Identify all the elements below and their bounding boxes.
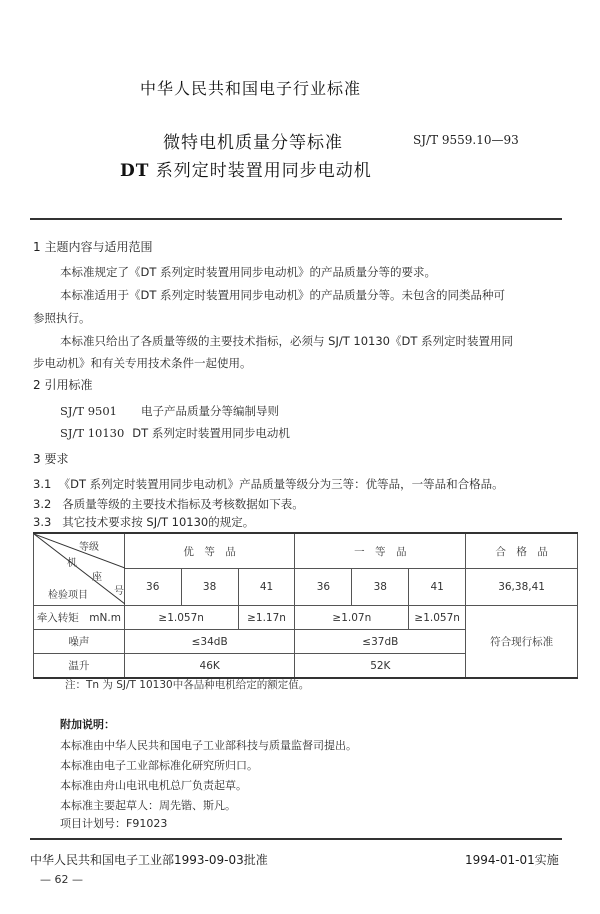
- requirement-3-3: [33, 514, 254, 530]
- inspection-item-label: 检验项目: [48, 590, 88, 601]
- reference-2: [60, 425, 290, 441]
- grade-first: 一 等 品: [295, 533, 466, 569]
- section-1-para-2: 本标准适用于《DT 系列定时装置用同步电动机》的产品质量分等。未包含的同类品种可: [60, 288, 506, 302]
- grade-label: 等级: [79, 542, 99, 553]
- section-1-para-3: 本标准只给出了各质量等级的主要技术指标，必须与 SJ/T 10130《DT 系列定时装置用同: [60, 334, 514, 348]
- reference-1: [60, 403, 279, 419]
- quality-grade-table: [33, 532, 578, 679]
- requirement-3-2: [33, 496, 304, 512]
- reference-1-title: 电子产品质量分等编制导则: [140, 404, 279, 418]
- frame-size: 41: [409, 569, 466, 606]
- item-text: 《DT 系列定时装置用同步电动机》产品质量等级分为三等：优等品，一等品和合格品。: [58, 477, 504, 491]
- header-divider: [30, 218, 562, 220]
- additional-note-line: 本标准由电子工业部标准化研究所归口。: [60, 759, 258, 772]
- frame-label-1: 机: [67, 558, 77, 569]
- item-number: 3.1: [33, 477, 52, 491]
- cell-value: ≥1.057n: [124, 606, 238, 630]
- section-1-heading: 1 主题内容与适用范围: [33, 240, 153, 254]
- frame-size: 36: [124, 569, 181, 606]
- table-footnote: 注：Tn 为 SJ/T 10130中各品种电机给定的额定值。: [65, 679, 310, 691]
- section-2-heading: 2 引用标准: [33, 378, 93, 392]
- section-3-heading: 3 要求: [33, 452, 69, 466]
- title-prefix: DT: [120, 161, 150, 181]
- page-number: — 62 —: [40, 873, 83, 886]
- frame-size: 36: [295, 569, 352, 606]
- qualified-standard-note: 符合现行标准: [466, 606, 578, 679]
- item-text: 各质量等级的主要技术指标及考核数据如下表。: [62, 497, 304, 511]
- standard-number: SJ/T 9559.10—93: [413, 133, 519, 147]
- row-label-temperature-rise: 温升: [34, 654, 125, 679]
- cell-value: 46K: [124, 654, 295, 679]
- additional-note-line: 本标准主要起草人：周先锴、斯凡。: [60, 799, 236, 812]
- row-label-pull-in-torque: 牵入转矩 mN.m: [34, 606, 125, 630]
- footer-divider: [30, 838, 562, 840]
- item-number: 3.2: [33, 497, 52, 511]
- frame-label-3: 号: [114, 586, 124, 597]
- reference-2-code: SJ/T 10130: [60, 426, 125, 440]
- cell-value: ≥1.057n: [409, 606, 466, 630]
- cell-value: ≤37dB: [295, 630, 466, 654]
- section-1-para-2-cont: 参照执行。: [33, 311, 91, 325]
- frame-size: 36,38,41: [466, 569, 578, 606]
- grade-superior: 优 等 品: [124, 533, 295, 569]
- frame-size: 41: [238, 569, 295, 606]
- approval-info: 中华人民共和国电子工业部1993-09-03批准: [30, 853, 268, 867]
- section-1-para-3-cont: 步电动机》和有关专用技术条件一起使用。: [33, 356, 252, 370]
- cell-value: ≥1.07n: [295, 606, 409, 630]
- item-number: 3.3: [33, 515, 52, 529]
- cell-value: ≤34dB: [124, 630, 295, 654]
- frame-size: 38: [181, 569, 238, 606]
- additional-note-line: 本标准由中华人民共和国电子工业部科技与质量监督司提出。: [60, 739, 357, 752]
- frame-label-2: 座: [92, 572, 102, 583]
- additional-note-line: 项目计划号：F91023: [60, 817, 168, 830]
- additional-notes-heading: 附加说明：: [60, 718, 115, 731]
- title-line-2: [120, 156, 372, 181]
- reference-1-code: SJ/T 9501: [60, 404, 117, 418]
- issuing-organization: 中华人民共和国电子行业标准: [140, 79, 362, 98]
- cell-value: 52K: [295, 654, 466, 679]
- row-label-noise: 噪声: [34, 630, 125, 654]
- cell-value: ≥1.17n: [238, 606, 295, 630]
- requirement-3-1: [33, 476, 504, 492]
- frame-size: 38: [352, 569, 409, 606]
- implementation-date: 1994-01-01实施: [465, 853, 559, 867]
- section-1-para-1: 本标准规定了《DT 系列定时装置用同步电动机》的产品质量分等的要求。: [60, 265, 437, 279]
- reference-2-title: DT 系列定时装置用同步电动机: [132, 426, 290, 440]
- grade-qualified: 合 格 品: [466, 533, 578, 569]
- title-rest: 系列定时装置用同步电动机: [149, 161, 372, 181]
- item-text: 其它技术要求按 SJ/T 10130的规定。: [62, 515, 255, 529]
- title-line-1: 微特电机质量分等标准: [163, 133, 343, 153]
- additional-note-line: 本标准由舟山电讯电机总厂负责起草。: [60, 779, 247, 792]
- diagonal-header-cell: [34, 533, 125, 606]
